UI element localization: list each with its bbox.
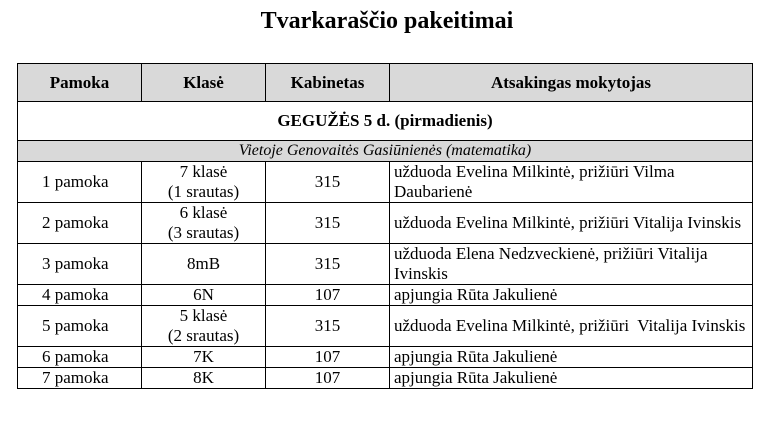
class-line: 8mB [186,254,221,273]
class-line: 8K [193,368,214,387]
header-lesson: Pamoka [18,64,142,102]
page-title: Tvarkaraščio pakeitimai [260,8,514,34]
schedule-changes-table [17,63,753,389]
table-header-row [18,64,753,102]
teacher-cell: užduoda Evelina Milkintė, prižiūri Vitalija Ivinskis [390,306,753,347]
lesson-cell: 2 pamoka [18,203,142,244]
class-cell [142,285,266,306]
teacher-cell: užduoda Elena Nedzveckienė, prižiūri Vitalija Ivinskis [390,244,753,285]
table-row [18,162,753,203]
table-row [18,368,753,389]
class-stream-line: (3 srautas) [167,223,240,242]
class-cell [142,306,266,347]
header-class: Klasė [142,64,266,102]
class-line: 7K [193,347,214,366]
table-row [18,244,753,285]
lesson-cell: 1 pamoka [18,162,142,203]
header-room: Kabinetas [266,64,390,102]
class-cell [142,368,266,389]
teacher-cell: apjungia Rūta Jakulienė [390,368,753,389]
room-cell: 315 [266,306,390,347]
class-cell [142,162,266,203]
lesson-cell: 7 pamoka [18,368,142,389]
room-cell: 107 [266,285,390,306]
table-row [18,203,753,244]
teacher-cell: apjungia Rūta Jakulienė [390,347,753,368]
date-heading: GEGUŽĖS 5 d. (pirmadienis) [18,102,753,141]
room-cell: 107 [266,368,390,389]
class-line: 7 klasė [179,162,228,181]
table-row [18,285,753,306]
class-stream-line: (2 srautas) [167,326,240,345]
table-row [18,306,753,347]
lesson-cell: 3 pamoka [18,244,142,285]
header-teacher: Atsakingas mokytojas [390,64,753,102]
teacher-cell: užduoda Evelina Milkintė, prižiūri Vitalija Ivinskis [390,203,753,244]
lesson-cell: 6 pamoka [18,347,142,368]
lesson-cell: 5 pamoka [18,306,142,347]
class-stream-line: (1 srautas) [167,182,240,201]
room-cell: 315 [266,244,390,285]
room-cell: 107 [266,347,390,368]
substitution-note: Vietoje Genovaitės Gasiūnienės (matematika) [18,141,753,162]
class-cell [142,203,266,244]
class-line: 6N [193,285,214,304]
room-cell: 315 [266,162,390,203]
lesson-rows [18,162,753,389]
date-row [18,102,753,141]
teacher-cell: užduoda Evelina Milkintė, prižiūri Vilma Daubarienė [390,162,753,203]
substitution-row [18,141,753,162]
teacher-cell: apjungia Rūta Jakulienė [390,285,753,306]
class-cell [142,244,266,285]
class-line: 6 klasė [179,203,228,222]
class-line: 5 klasė [179,306,228,325]
room-cell: 315 [266,203,390,244]
lesson-cell: 4 pamoka [18,285,142,306]
table-row [18,347,753,368]
class-cell [142,347,266,368]
